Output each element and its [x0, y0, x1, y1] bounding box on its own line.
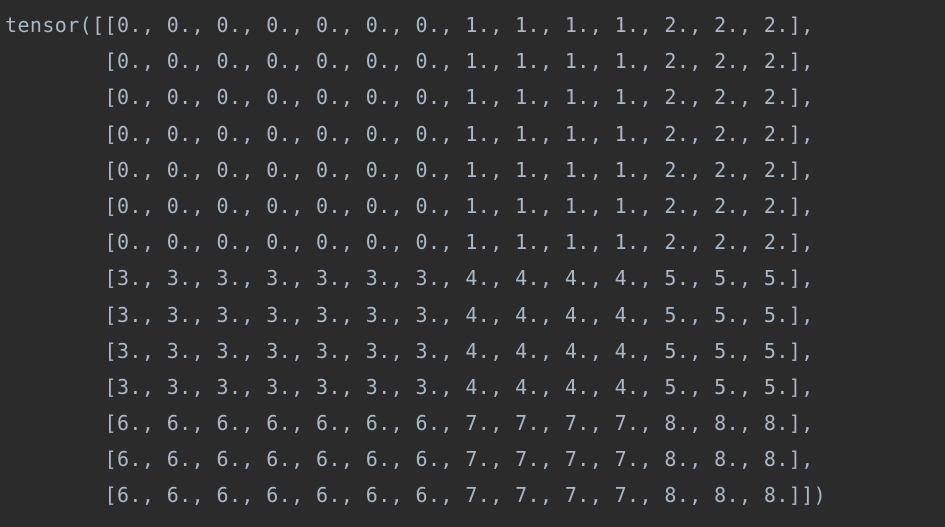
output-line: [0., 0., 0., 0., 0., 0., 0., 1., 1., 1., 1., 2., 2., 2.],: [5, 193, 814, 218]
output-line: [6., 6., 6., 6., 6., 6., 6., 7., 7., 7., 7., 8., 8., 8.]]): [5, 483, 827, 508]
output-line: [0., 0., 0., 0., 0., 0., 0., 1., 1., 1., 1., 2., 2., 2.],: [5, 157, 814, 182]
output-line: [3., 3., 3., 3., 3., 3., 3., 4., 4., 4., 4., 5., 5., 5.],: [5, 266, 814, 291]
output-line: [3., 3., 3., 3., 3., 3., 3., 4., 4., 4., 4., 5., 5., 5.],: [5, 374, 814, 399]
output-line: [0., 0., 0., 0., 0., 0., 0., 1., 1., 1., 1., 2., 2., 2.],: [5, 49, 814, 74]
output-line: [3., 3., 3., 3., 3., 3., 3., 4., 4., 4., 4., 5., 5., 5.],: [5, 338, 814, 363]
output-line: [6., 6., 6., 6., 6., 6., 6., 7., 7., 7., 7., 8., 8., 8.],: [5, 447, 814, 472]
output-line: [6., 6., 6., 6., 6., 6., 6., 7., 7., 7., 7., 8., 8., 8.],: [5, 411, 814, 436]
output-line: [0., 0., 0., 0., 0., 0., 0., 1., 1., 1., 1., 2., 2., 2.],: [5, 230, 814, 255]
output-line: [0., 0., 0., 0., 0., 0., 0., 1., 1., 1., 1., 2., 2., 2.],: [5, 121, 814, 146]
output-line: tensor([[0., 0., 0., 0., 0., 0., 0., 1., 1., 1., 1., 2., 2., 2.],: [5, 13, 814, 37]
output-line: [3., 3., 3., 3., 3., 3., 3., 4., 4., 4., 4., 5., 5., 5.],: [5, 302, 814, 327]
output-line: [0., 0., 0., 0., 0., 0., 0., 1., 1., 1., 1., 2., 2., 2.],: [5, 85, 814, 110]
